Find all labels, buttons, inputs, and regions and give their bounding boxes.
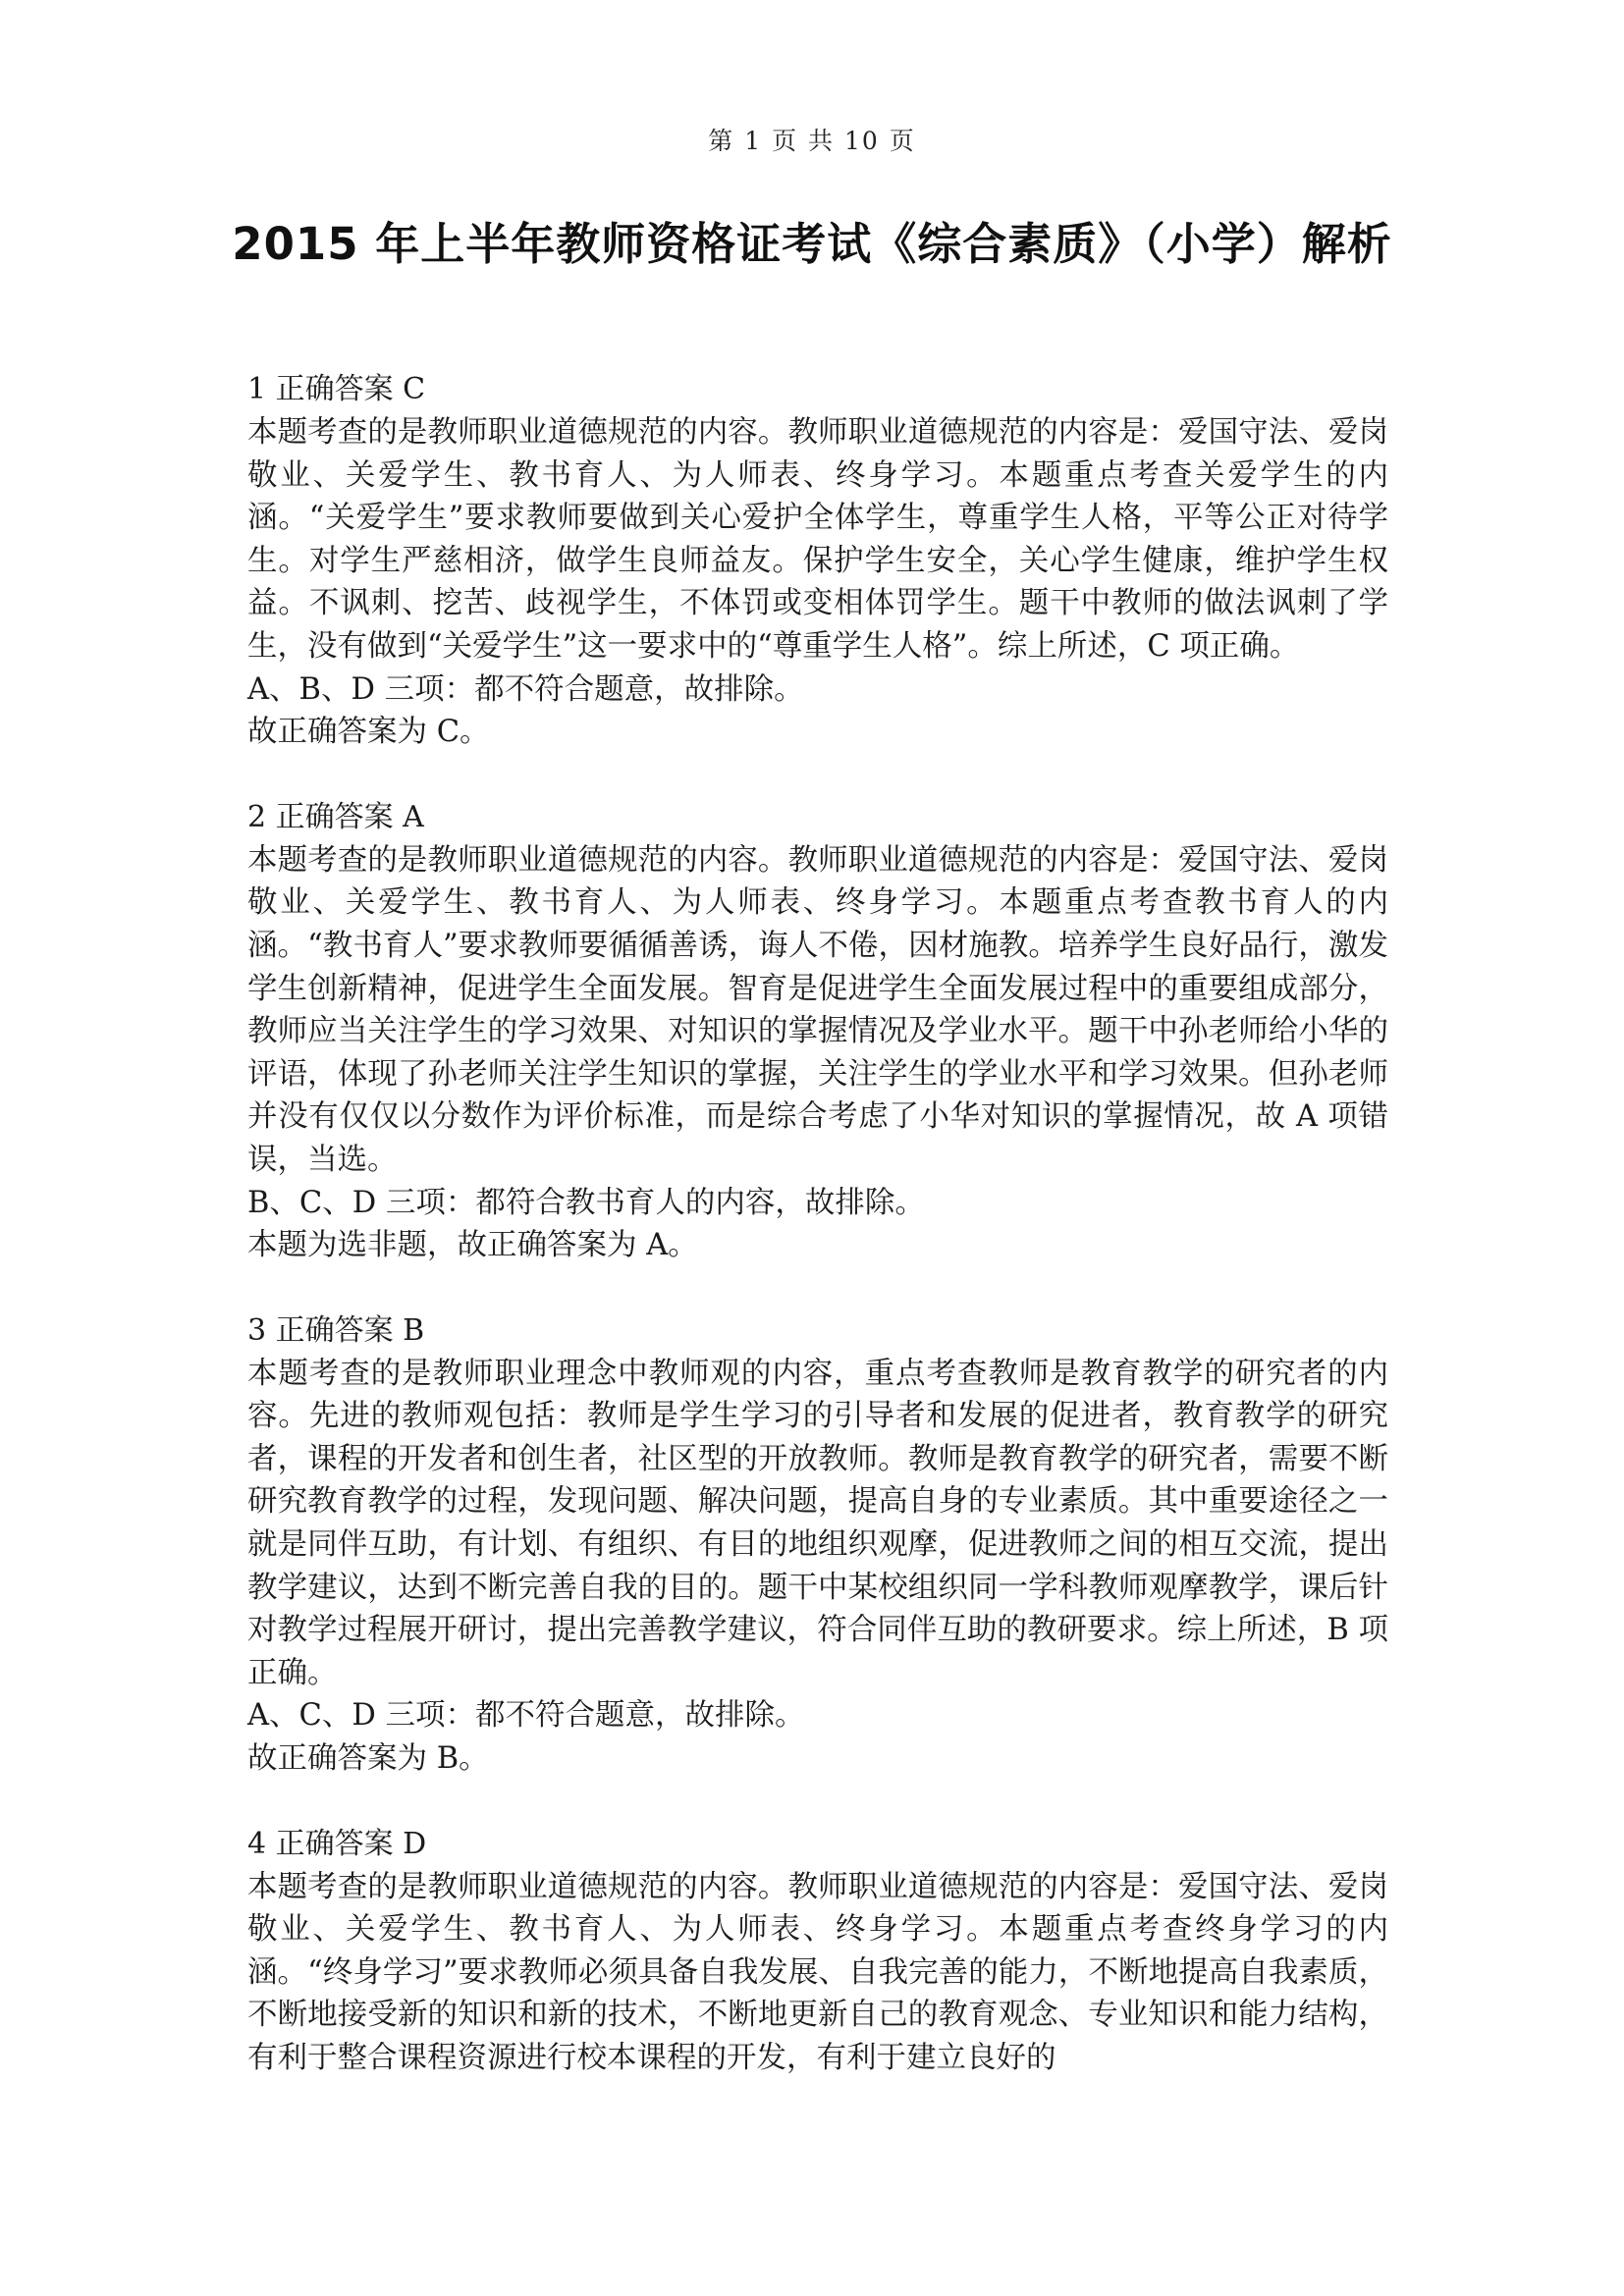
answer-explanation: 本题考查的是教师职业理念中教师观的内容，重点考查教师是教育教学的研究者的内容。先进的教师观包括：教师是学生学习的引导者和发展的促进者，教育教学的研究者，课程的开发者和创生者，社区型的开放教师。教师是教育教学的研究者，需要不断研究教育教学的过程，发现问题、解决问题，提高自身的专业素质。其中重要途径之一就是同伴互助，有计划、有组织、有目的地组织观摩，促进教师之间的相互交流，提出教学建议，达到不断完善自我的目的。题干中某校组织同一学科教师观摩教学，课后针对教学过程展开研讨，提出完善教学建议，符合同伴互助的教研要求。综上所述，B 项正确。 xyxy=(247,1356,1388,1690)
answer-conclusion: 本题为选非题，故正确答案为 A。 xyxy=(247,1228,698,1263)
document-title: 2015 年上半年教师资格证考试《综合素质》（小学）解析 xyxy=(232,218,1392,270)
answer-section-4 xyxy=(247,1823,1388,2080)
answer-heading: 3 正确答案 B xyxy=(247,1312,425,1348)
page-number-header: 第 1 页 共 10 页 xyxy=(708,127,916,155)
answer-heading: 4 正确答案 D xyxy=(247,1826,427,1861)
answer-section-1 xyxy=(247,368,1388,754)
answer-section-3 xyxy=(247,1309,1388,1781)
answer-conclusion: 故正确答案为 B。 xyxy=(247,1741,489,1777)
answer-explanation: 本题考查的是教师职业道德规范的内容。教师职业道德规范的内容是：爱国守法、爱岗敬业、关爱学生、教书育人、为人师表、终身学习。本题重点考查终身学习的内涵。“终身学习”要求教师必须具备自我发展、自我完善的能力，不断地提高自我素质，不断地接受新的知识和新的技术，不断地更新自己的教育观念、专业知识和能力结构，有利于整合课程资源进行校本课程的开发，有利于建立良好的 xyxy=(247,1869,1388,2075)
answer-section-2 xyxy=(247,796,1388,1267)
answer-heading: 2 正确答案 A xyxy=(247,799,424,834)
answer-explanation: 本题考查的是教师职业道德规范的内容。教师职业道德规范的内容是：爱国守法、爱岗敬业、关爱学生、教书育人、为人师表、终身学习。本题重点考查关爱学生的内涵。“关爱学生”要求教师要做到关心爱护全体学生，尊重学生人格，平等公正对待学生。对学生严慈相济，做学生良师益友。保护学生安全，关心学生健康，维护学生权益。不讽刺、挖苦、歧视学生，不体罚或变相体罚学生。题干中教师的做法讽刺了学生，没有做到“关爱学生”这一要求中的“尊重学生人格”。综上所述，C 项正确。 xyxy=(247,415,1388,664)
answer-exclusion: A、B、D 三项：都不符合题意，故排除。 xyxy=(247,671,804,707)
answer-exclusion: B、C、D 三项：都符合教书育人的内容，故排除。 xyxy=(247,1185,925,1220)
answer-exclusion: A、C、D 三项：都不符合题意，故排除。 xyxy=(247,1698,805,1734)
answer-conclusion: 故正确答案为 C。 xyxy=(247,715,490,750)
answer-heading: 1 正确答案 C xyxy=(247,372,426,406)
answer-explanation: 本题考查的是教师职业道德规范的内容。教师职业道德规范的内容是：爱国守法、爱岗敬业、关爱学生、教书育人、为人师表、终身学习。本题重点考查教书育人的内涵。“教书育人”要求教师要循循善诱，诲人不倦，因材施教。培养学生良好品行，激发学生创新精神，促进学生全面发展。智育是促进学生全面发展过程中的重要组成部分，教师应当关注学生的学习效果、对知识的掌握情况及学业水平。题干中孙老师给小华的评语，体现了孙老师关注学生知识的掌握，关注学生的学业水平和学习效果。但孙老师并没有仅仅以分数作为评价标准，而是综合考虑了小华对知识的掌握情况，故 A 项错误，当选。 xyxy=(247,842,1388,1177)
document-body xyxy=(247,368,1388,2122)
